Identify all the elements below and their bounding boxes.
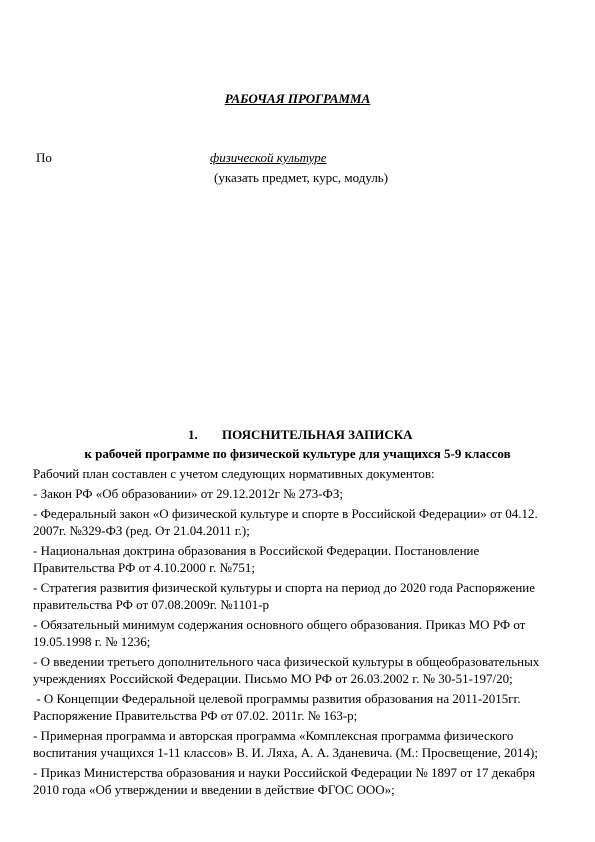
body-line: - О введении третьего дополнительного часа физической культуры в общеобразовательных [33, 653, 540, 669]
document-title: РАБОЧАЯ ПРОГРАММА [224, 91, 371, 106]
section-title: ПОЯСНИТЕЛЬНАЯ ЗАПИСКА [222, 427, 413, 442]
body-line: - Приказ Министерства образования и науки Российской Федерации № 1897 от 17 декабря [33, 764, 536, 780]
body-line: Распоряжение Правительства РФ от 07.02. 2011г. № 163-р; [33, 707, 358, 723]
body-line: 19.05.1998 г. № 1236; [33, 633, 151, 649]
body-line: Правительства РФ от 4.10.2000 г. №751; [33, 559, 255, 575]
body-line: - Федеральный закон «О физической культуре и спорте в Российской Федерации» от 04.12. [33, 505, 538, 521]
section-subtitle: к рабочей программе по физической культуре для учащихся 5-9 классов [84, 446, 511, 461]
body-line: - Закон РФ «Об образовании» от 29.12.2012г № 273-ФЗ; [33, 485, 344, 501]
body-line: воспитания учащихся 1-11 классов» В. И. Ляха, А. А. Зданевича. (М.: Просвещение, 2014); [33, 744, 538, 760]
subject-hint: (указать предмет, курс, модуль) [214, 170, 389, 185]
body-line: - Стратегия развития физической культуры и спорта на период до 2020 года Распоряжение [33, 579, 536, 595]
body-line: - Обязательный минимум содержания основного общего образования. Приказ МО РФ от [33, 616, 526, 632]
po-label: По [36, 150, 52, 165]
body-line: Рабочий план составлен с учетом следующих нормативных документов: [33, 466, 435, 481]
body-line: - О Концепции Федеральной целевой программы развития образования на 2011-2015гг. [33, 690, 521, 706]
document-body [33, 465, 578, 798]
body-line: 2007г. №329-ФЗ (ред. От 21.04.2011 г.); [33, 522, 250, 538]
body-line: - Национальная доктрина образования в Российской Федерации. Постановление [33, 542, 480, 558]
body-line: правительства РФ от 07.08.2009г. №1101-р [33, 596, 270, 612]
body-line: - Примерная программа и авторская программа «Комплексная программа физического [33, 727, 514, 743]
section-number: 1. [188, 427, 198, 442]
body-line: учреждениях Российской Федерации. Письмо МО РФ от 26.03.2002 г. № 30-51-197/20; [33, 670, 513, 686]
body-line: 2010 года «Об утверждении и введении в действие ФГОС ООО»; [33, 781, 395, 797]
subject-field: физической культуре [210, 150, 327, 165]
